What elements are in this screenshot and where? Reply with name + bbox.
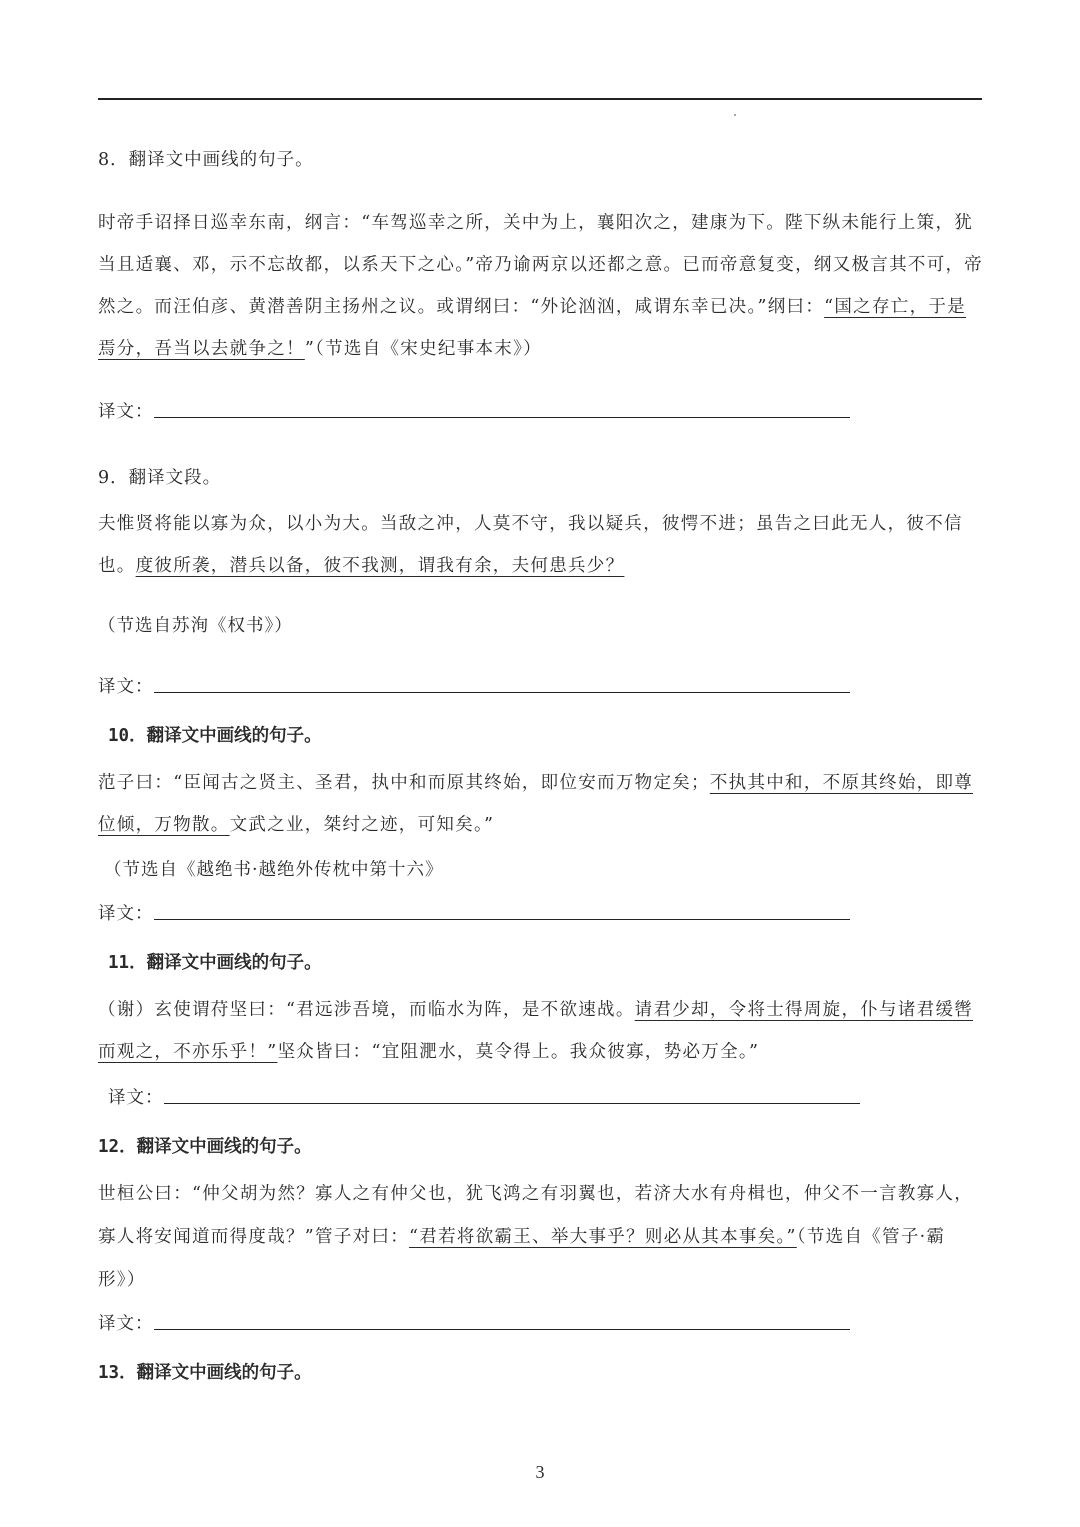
q11-title-text: 11．翻译文中画线的句子。 (108, 953, 322, 973)
q10-answer-line[interactable] (154, 919, 850, 920)
q13-title-text: 13．翻译文中画线的句子。 (98, 1363, 312, 1383)
q10-answer-label: 译文： (98, 904, 154, 924)
q10-passage (98, 762, 984, 846)
q11-title (108, 949, 322, 974)
header-rule (98, 98, 982, 100)
q11-passage-tail: 坚众皆曰：“宜阻淝水，莫令得上。我众彼寡，势必万全。” (277, 1042, 760, 1062)
q10-passage-tail: 文武之业，桀纣之迹，可知矣。” (229, 815, 495, 835)
q9-title: 9．翻译文段。 (98, 468, 222, 488)
q11-underlined-sentence: 请君少却，令将士得周旋，仆与诸君缓辔而观之，不亦乐乎！” (98, 1000, 974, 1062)
q9-answer (98, 673, 154, 698)
q11-passage (98, 989, 984, 1073)
q8-source: ”（节选自《宋史纪事本末》） (304, 339, 542, 359)
q10-title (108, 722, 322, 747)
q11-passage-text: （谢）玄使谓苻坚曰：“君远涉吾境，而临水为阵，是不欲速战。 (98, 1000, 635, 1020)
q8-passage (98, 202, 984, 370)
q12-answer (98, 1310, 154, 1335)
q12-underlined-sentence: “君若将欲霸王、举大事乎？则必从其本事矣。” (409, 1227, 797, 1247)
q11-answer (108, 1084, 164, 1109)
q8-underlined-sentence: “国之存亡，于是焉分，吾当以去就争之！ (98, 297, 966, 359)
q9-source: （节选自苏洵《权书》） (98, 616, 293, 636)
q12-passage (98, 1173, 984, 1302)
q13-title (98, 1359, 312, 1384)
q10-passage-text: 范子曰：“臣闻古之贤主、圣君，执中和而原其终始，即位安而万物定矣； (98, 773, 710, 793)
q10-answer (98, 900, 154, 925)
q8-answer-label: 译文： (98, 402, 154, 422)
q9-passage-text: 夫惟贤将能以寡为众，以小为大。当敌之冲，人莫不守，我以疑兵，彼愕不进；虽告之曰此无人，彼不信也。 (98, 514, 963, 576)
q11-answer-label: 译文： (108, 1088, 164, 1108)
page-number: 3 (535, 1462, 545, 1482)
q8-answer (98, 398, 154, 423)
q9-answer-label: 译文： (98, 677, 154, 697)
q8-title: 8．翻译文中画线的句子。 (98, 150, 314, 170)
q12-passage-text: 桓公曰：“仲父胡为然？寡人之有仲父也，犹飞鸿之有羽翼也，若济大水有舟楫也，仲父不一言教寡人，寡人将安闻道而得度哉？”管子对曰： (98, 1184, 974, 1247)
q10-title-text: 10．翻译文中画线的句子。 (108, 726, 322, 746)
q12-title (98, 1133, 312, 1158)
q9-underlined-sentence: 度彼所袭，潜兵以备，彼不我测，谓我有余，夫何患兵少？ (135, 556, 625, 576)
q12-prefix: 世 (98, 1184, 117, 1204)
q10-source: （节选自《越绝书·越绝外传枕中第十六》 (104, 860, 444, 880)
q10-underlined-sentence: 不执其中和，不原其终始，即尊位倾，万物散。 (98, 773, 974, 835)
q12-answer-label: 译文： (98, 1314, 154, 1334)
q9-answer-line[interactable] (154, 692, 850, 693)
q12-answer-line[interactable] (154, 1329, 850, 1330)
q8-passage-text: 时帝手诏择日巡幸东南，纲言：“车驾巡幸之所，关中为上，襄阳次之，建康为下。陛下纵未能行上策，犹当且适襄、邓，示不忘故都，以系天下之心。”帝乃谕两京以还都之意。已而帝意复变，纲又极言其不可，帝然之。而汪伯彦、黄潜善阴主扬州之议。或谓纲曰：“外论汹汹，咸谓东幸已决。”纲曰： (98, 213, 984, 317)
q8-answer-line[interactable] (154, 417, 850, 418)
q11-answer-line[interactable] (164, 1103, 860, 1104)
speck (734, 114, 736, 116)
q12-source: （节选自《管子·霸形》） (98, 1227, 946, 1290)
q12-title-text: 12．翻译文中画线的句子。 (98, 1137, 312, 1157)
q9-passage (98, 503, 984, 587)
